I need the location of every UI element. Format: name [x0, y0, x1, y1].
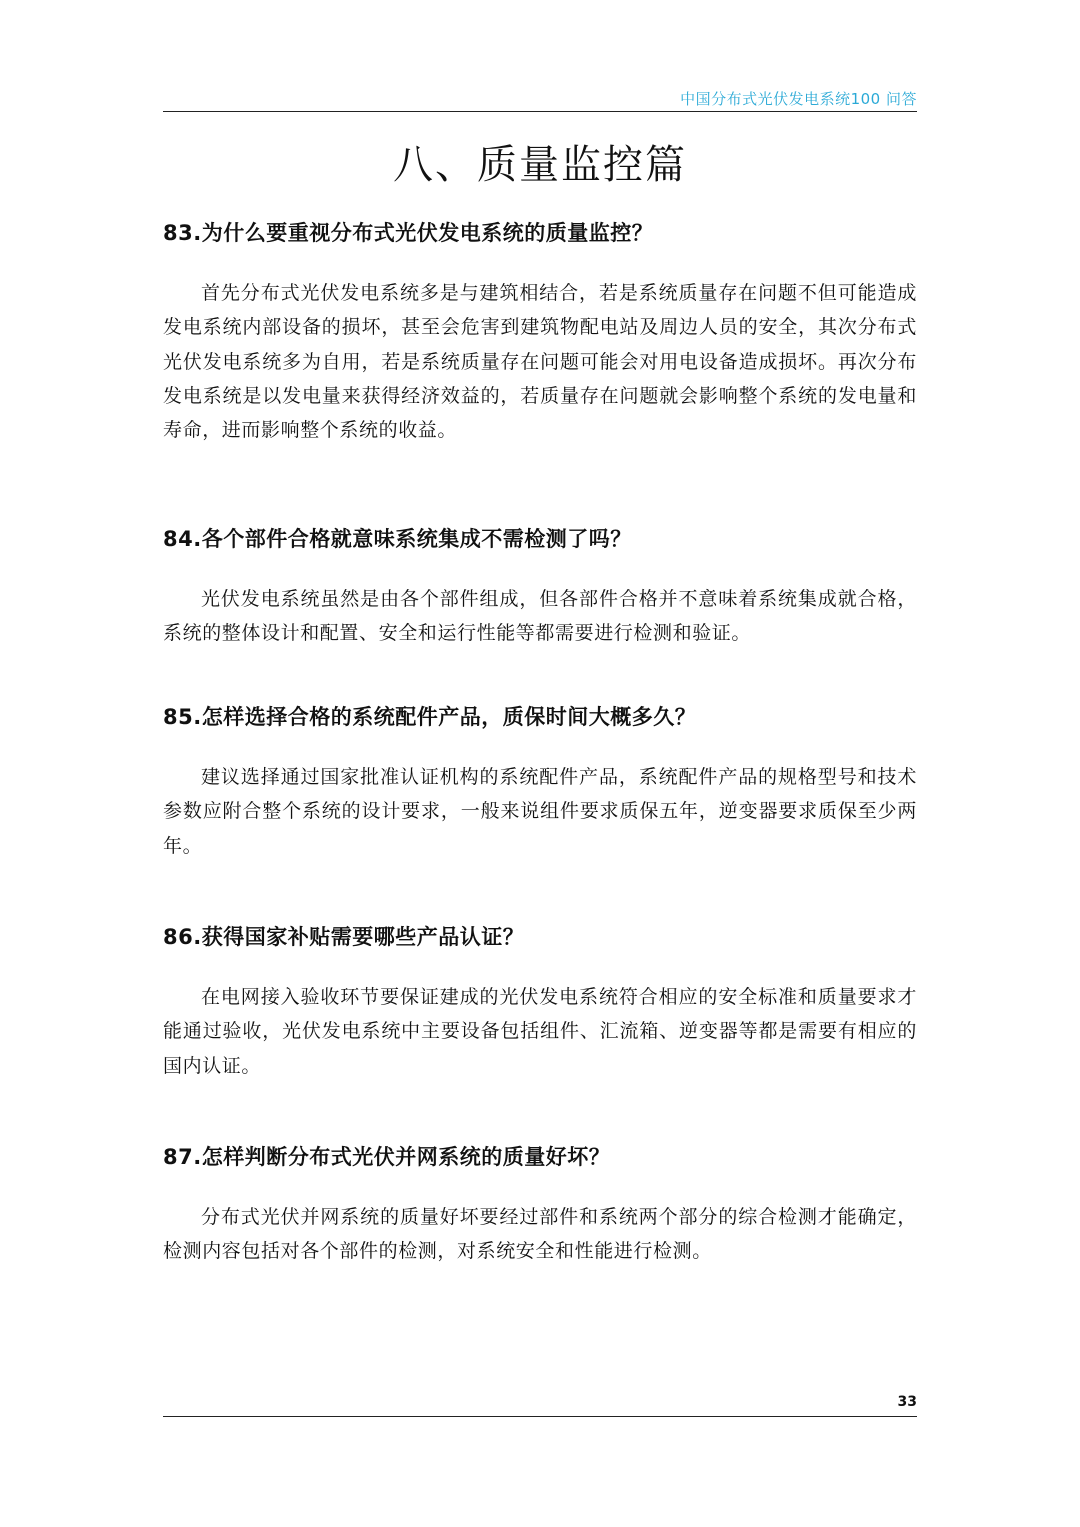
question-86: [163, 922, 917, 1083]
question-answer: 分布式光伏并网系统的质量好坏要经过部件和系统两个部分的综合检测才能确定，检测内容包括对各个部件的检测，对系统安全和性能进行检测。: [163, 1206, 917, 1263]
question-answer: 首先分布式光伏发电系统多是与建筑相结合，若是系统质量存在问题不但可能造成发电系统内部设备的损坏，甚至会危害到建筑物配电站及周边人员的安全，其次分布式光伏发电系统多为自用，若是系统质量存在问题可能会对用电设备造成损坏。再次分布发电系统是以发电量来获得经济效益的，若质量存在问题就会影响整个系统的发电量和寿命，进而影响整个系统的收益。: [163, 282, 917, 442]
question-title: 86.获得国家补贴需要哪些产品认证？: [163, 925, 525, 949]
question-answer: 光伏发电系统虽然是由各个部件组成，但各部件合格并不意味着系统集成就合格，系统的整体设计和配置、安全和运行性能等都需要进行检测和验证。: [163, 588, 917, 645]
question-85: [163, 702, 917, 863]
question-83: [163, 218, 917, 447]
running-header: 中国分布式光伏发电系统100 问答: [680, 90, 917, 108]
question-answer: 建议选择通过国家批准认证机构的系统配件产品，系统配件产品的规格型号和技术参数应附合整个系统的设计要求，一般来说组件要求质保五年，逆变器要求质保至少两年。: [163, 766, 917, 857]
page-number: 33: [897, 1394, 917, 1410]
question-84: [163, 524, 917, 651]
footer-rule: [163, 1416, 917, 1417]
question-title: 83.为什么要重视分布式光伏发电系统的质量监控？: [163, 221, 654, 245]
question-title: 87.怎样判断分布式光伏并网系统的质量好坏？: [163, 1145, 611, 1169]
question-answer: 在电网接入验收环节要保证建成的光伏发电系统符合相应的安全标准和质量要求才能通过验收，光伏发电系统中主要设备包括组件、汇流箱、逆变器等都是需要有相应的国内认证。: [163, 986, 917, 1077]
chapter-title: 八、质量监控篇: [393, 142, 687, 188]
question-87: [163, 1142, 917, 1269]
question-title: 85.怎样选择合格的系统配件产品，质保时间大概多久？: [163, 705, 697, 729]
header-rule: [163, 111, 917, 112]
question-title: 84.各个部件合格就意味系统集成不需检测了吗？: [163, 527, 632, 551]
